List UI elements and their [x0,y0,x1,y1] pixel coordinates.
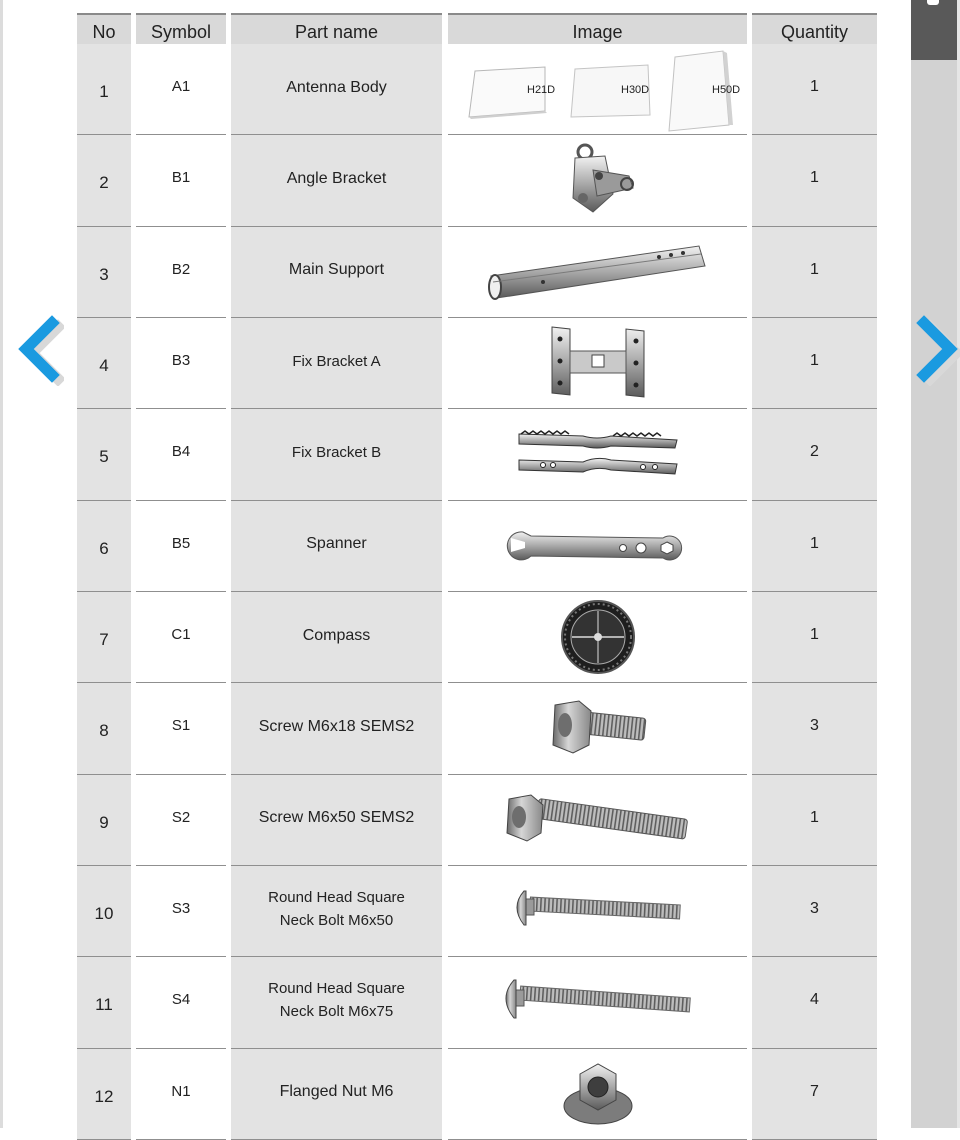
part-quantity: 1 [752,592,877,683]
part-quantity: 3 [752,866,877,957]
part-name [231,592,442,683]
part-image-cell [448,683,747,774]
row-number: 6 [77,501,131,592]
header-no [77,13,131,44]
part-symbol: S4 [136,957,226,1048]
fix-bracket-a-image [538,321,658,405]
part-symbol: B2 [136,227,226,318]
bolt-m6x75-image [498,972,698,1032]
scrollbar-track[interactable] [911,0,957,1128]
part-name [231,957,442,1048]
part-symbol: B5 [136,501,226,592]
part-name [231,227,442,318]
row-number: 2 [77,135,131,226]
part-image-cell [448,227,747,318]
antenna-body-image [453,47,743,132]
main-support-image [483,232,713,312]
part-quantity: 1 [752,775,877,866]
part-name-line: Fix Bracket B [291,443,382,461]
part-quantity: 1 [752,501,877,592]
part-quantity: 1 [752,227,877,318]
part-symbol: N1 [136,1049,226,1140]
header-image [448,13,747,44]
part-name-line: Fix Bracket A [292,352,381,370]
part-name-line: Neck Bolt M6x50 [279,912,394,930]
chevron-right-icon [910,306,960,386]
header-quantity [752,13,877,44]
row-number: 11 [77,957,131,1048]
part-name-line: Round Head Square [268,980,405,998]
screw-short-image [543,695,653,761]
bolt-m6x50-image [508,883,688,939]
antenna-label-h21d: H21D [526,83,555,96]
part-name [231,683,442,774]
part-quantity: 1 [752,318,877,409]
part-quantity: 1 [752,44,877,135]
part-name [231,775,442,866]
row-number: 12 [77,1049,131,1140]
row-number: 10 [77,866,131,957]
spanner-image [503,518,693,574]
chevron-left-icon [8,306,64,386]
part-name-line: Spanner [306,535,367,553]
angle-bracket-image [553,140,643,220]
part-quantity: 4 [752,957,877,1048]
header-label: Quantity [780,22,849,42]
header-label: Image [572,22,623,42]
part-quantity: 3 [752,683,877,774]
part-symbol: S1 [136,683,226,774]
next-page-button[interactable] [910,306,960,386]
row-number: 3 [77,227,131,318]
part-image-cell [448,957,747,1048]
part-symbol: B1 [136,135,226,226]
part-image-cell [448,1049,747,1140]
fix-bracket-b-image [513,426,683,482]
part-symbol: B4 [136,409,226,500]
part-image-cell [448,775,747,866]
part-image-cell [448,592,747,683]
compass-image [558,597,638,677]
screw-long-image [503,787,693,853]
part-name-line: Neck Bolt M6x75 [279,1003,394,1021]
part-name [231,501,442,592]
flanged-nut-image [558,1054,638,1134]
antenna-label-h30d: H30D [620,83,649,96]
row-number: 4 [77,318,131,409]
part-image-cell [448,318,747,409]
part-image-cell [448,135,747,226]
part-name-line: Main Support [288,261,385,279]
part-name-line: Angle Bracket [286,169,387,187]
part-quantity: 7 [752,1049,877,1140]
row-number: 7 [77,592,131,683]
part-name [231,409,442,500]
part-image-cell [448,501,747,592]
part-image-cell [448,44,747,135]
part-name-line: Screw M6x50 SEMS2 [258,809,415,827]
previous-page-button[interactable] [8,306,64,386]
scrollbar-thumb-mark [927,0,939,5]
part-symbol: C1 [136,592,226,683]
part-name-line: Round Head Square [268,889,405,907]
part-name [231,318,442,409]
part-symbol: S3 [136,866,226,957]
header-label: Symbol [150,22,212,42]
part-quantity: 2 [752,409,877,500]
page-left-border [0,0,3,1128]
part-quantity: 1 [752,135,877,226]
row-number: 9 [77,775,131,866]
part-symbol: B3 [136,318,226,409]
part-name-line: Flanged Nut M6 [279,1083,394,1101]
part-name-line: Screw M6x18 SEMS2 [258,717,415,735]
row-number: 8 [77,683,131,774]
header-symbol [136,13,226,44]
row-number: 5 [77,409,131,500]
part-symbol: S2 [136,775,226,866]
part-name-line: Antenna Body [286,78,387,96]
part-name-line: Compass [302,626,371,644]
part-name [231,135,442,226]
antenna-label-h50d: H50D [711,83,740,96]
part-name [231,44,442,135]
part-image-cell [448,866,747,957]
part-symbol: A1 [136,44,226,135]
header-label: No [92,22,116,42]
header-label: Part name [294,22,379,42]
part-name [231,1049,442,1140]
part-name [231,866,442,957]
part-image-cell [448,409,747,500]
scrollbar-thumb[interactable] [911,0,957,60]
header-part-name [231,13,442,44]
row-number: 1 [77,44,131,135]
